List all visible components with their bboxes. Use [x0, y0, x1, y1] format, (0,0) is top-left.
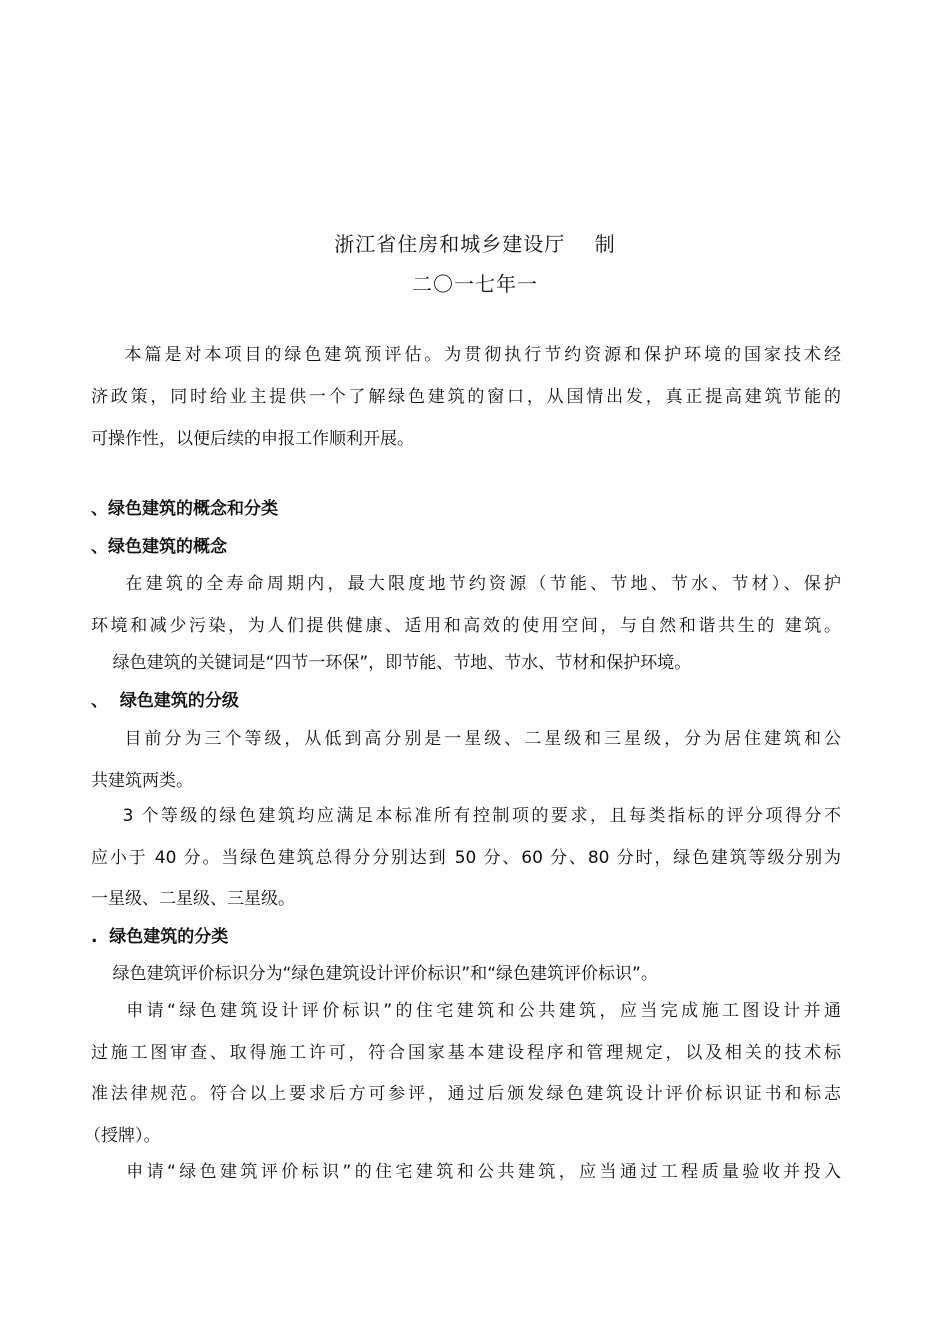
grading-line-4: 应小于 40 分。当绿色建筑总得分分别达到 50 分、60 分、80 分时，绿色建筑等级分别为	[91, 848, 841, 868]
intro-line-3: 可操作性，以便后续的申报工作顺利开展。	[91, 429, 414, 449]
subsection-heading-concept: 、绿色建筑的概念	[91, 537, 227, 557]
intro-line-1: 本篇是对本项目的绿色建筑预评估。为贯彻执行节约资源和保护环境的国家技术经	[91, 345, 841, 365]
section-heading: 、绿色建筑的概念和分类	[91, 499, 278, 519]
subsection-heading-classification: . 绿色建筑的分类	[91, 927, 229, 947]
concept-line-2: 环境和减少污染，为人们提供健康、适用和高效的使用空间，与自然和谐共生的 建筑。	[91, 616, 841, 636]
concept-line-1: 在建筑的全寿命周期内，最大限度地节约资源（节能、节地、节水、节材）、保护	[91, 574, 841, 594]
classification-line-2: 申请“绿色建筑设计评价标识”的住宅建筑和公共建筑，应当完成施工图设计并通	[91, 1001, 841, 1021]
classification-line-6: 申请“绿色建筑评价标识”的住宅建筑和公共建筑，应当通过工程质量验收并投入	[91, 1162, 841, 1182]
grading-line-1: 目前分为三个等级，从低到高分别是一星级、二星级和三星级，分为居住建筑和公	[91, 729, 841, 749]
grading-line-5: 一星级、二星级、三星级。	[91, 889, 295, 909]
issuer-line: 浙江省住房和城乡建设厅 制	[334, 232, 616, 256]
classification-line-1: 绿色建筑评价标识分为“绿色建筑设计评价标识”和“绿色建筑评价标识”。	[91, 964, 658, 984]
intro-line-2: 济政策，同时给业主提供一个了解绿色建筑的窗口，从国情出发，真正提高建筑节能的	[91, 387, 841, 407]
subsection-heading-grading: 、 绿色建筑的分级	[91, 691, 239, 711]
grading-line-2: 共建筑两类。	[91, 771, 193, 791]
grading-line-3: 3 个等级的绿色建筑均应满足本标准所有控制项的要求，且每类指标的评分项得分不	[91, 806, 841, 826]
classification-line-4: 准法律规范。符合以上要求后方可参评，通过后颁发绿色建筑设计评价标识证书和标志	[91, 1084, 841, 1104]
classification-line-5: （授牌）。	[84, 1126, 161, 1146]
keyword-line: 绿色建筑的关键词是“四节一环保”，即节能、节地、节水、节材和保护环境。	[91, 653, 692, 673]
classification-line-3: 过施工图审查、取得施工许可，符合国家基本建设程序和管理规定，以及相关的技术标	[91, 1043, 841, 1063]
date-line: 二〇一七年一	[412, 272, 538, 296]
